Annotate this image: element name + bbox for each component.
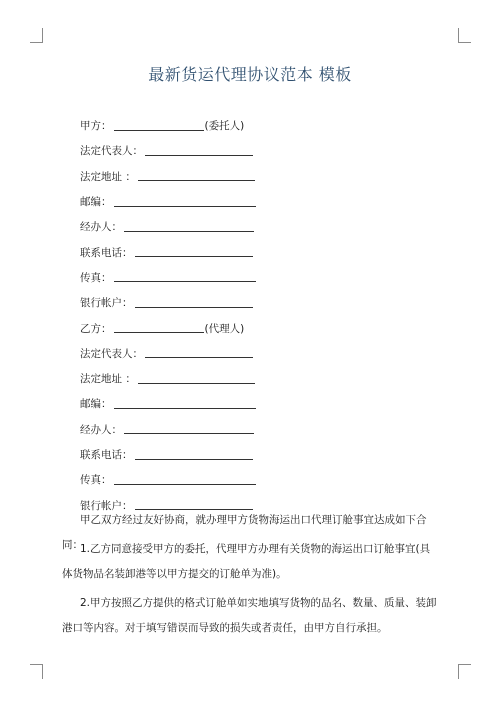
field-blank: [114, 197, 256, 207]
field-label: 联系电话：: [80, 449, 133, 461]
party-a-field-row: [80, 214, 256, 239]
party-a-blank: [114, 121, 204, 131]
party-fields: [80, 113, 256, 518]
party-b-field-row: [80, 366, 256, 391]
field-label: 经办人：: [80, 221, 122, 234]
field-blank: [124, 222, 254, 232]
field-blank: [138, 374, 255, 384]
field-label: 联系电话：: [80, 246, 133, 259]
party-b-field-row: [80, 341, 256, 366]
field-label: 传真：: [80, 271, 112, 284]
party-a-field-row: [80, 290, 256, 315]
party-b-field-row: [80, 442, 256, 467]
party-b-blank: [114, 323, 204, 333]
field-label: 法定地址 ：: [80, 373, 136, 386]
intro-paragraph: 甲乙双方经过友好协商，就办理甲方货物海运出口代理订舱事宜达成如下合同：: [62, 514, 427, 551]
clause-1: 1.乙方同意接受甲方的委托，代理甲方办理有关货物的海运出口订舱事宜(具体货物品名装卸港等以甲方提交的订舱单为准)。: [62, 543, 431, 580]
crop-mark-bottom-right: [458, 664, 471, 679]
crop-mark-bottom-left: [30, 664, 43, 679]
field-label: 法定代表人：: [80, 145, 143, 158]
field-label: 银行帐户：: [80, 297, 133, 310]
crop-mark-top-left: [30, 28, 43, 43]
field-blank: [145, 348, 253, 358]
clause-2: 2.甲方按照乙方提供的格式订舱单如实地填写货物的品名、数量、质量、装卸港口等内容。对于填写错误而导致的损失或者责任，由甲方自行承担。: [62, 597, 437, 634]
party-a-field-row: [80, 138, 256, 163]
crop-mark-top-right: [458, 28, 471, 43]
party-a-field-row: [80, 265, 256, 290]
field-blank: [138, 171, 255, 181]
party-a-field-row: [80, 189, 256, 214]
field-label: 法定地址 ：: [80, 170, 136, 183]
party-b-field-row: [80, 417, 256, 442]
field-blank: [114, 272, 256, 282]
field-blank: [135, 247, 253, 257]
party-a-suffix: (委托人): [204, 120, 245, 133]
field-label: 经办人：: [80, 423, 122, 436]
field-blank: [124, 424, 254, 434]
party-b-suffix: (代理人): [204, 322, 245, 335]
field-blank: [145, 146, 253, 156]
party-a-field-row: [80, 164, 256, 189]
field-blank: [114, 399, 256, 409]
party-b-row: [80, 315, 256, 340]
field-label: 邮编：: [80, 196, 112, 209]
field-label: 传真：: [80, 474, 112, 487]
party-a-field-row: [80, 239, 256, 264]
field-blank: [114, 475, 256, 485]
field-label: 邮编：: [80, 398, 112, 411]
party-b-field-row: [80, 467, 256, 492]
field-blank: [135, 450, 253, 460]
party-b-field-row: [80, 391, 256, 416]
field-label: 法定代表人：: [80, 347, 143, 360]
party-a-label: 甲方：: [80, 120, 112, 133]
party-b-label: 乙方：: [80, 322, 112, 335]
field-label: 银行帐户：: [80, 499, 133, 512]
party-a-row: [80, 113, 256, 138]
field-blank: [135, 298, 253, 308]
document-title: 最新货运代理协议范本 模板: [148, 65, 352, 84]
